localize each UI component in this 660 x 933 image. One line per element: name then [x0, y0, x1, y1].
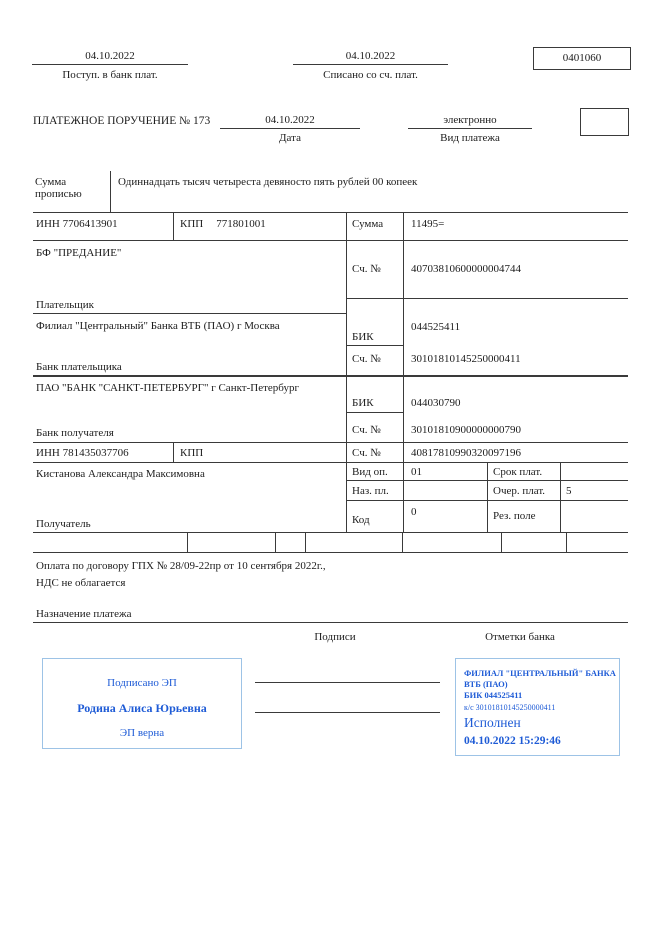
signature-line — [255, 712, 440, 713]
stamp-bank-line2: ВТБ (ПАО) — [464, 679, 508, 689]
payee-bank-account-value: 30101810900000000790 — [411, 424, 521, 436]
grid-line — [110, 171, 111, 212]
payment-kind-field — [408, 114, 532, 129]
code-label: Код — [352, 514, 370, 526]
signature-line — [255, 682, 440, 683]
code-value: 0 — [411, 506, 417, 518]
status-code-box — [580, 108, 629, 136]
grid-line — [487, 462, 488, 532]
payee-section-label: Получатель — [36, 518, 91, 530]
grid-line — [33, 240, 628, 241]
grid-line — [501, 532, 502, 552]
document-date: 04.10.2022 — [265, 114, 315, 126]
payee-bank-section-label: Банк получателя — [36, 427, 114, 439]
payee-bank-account-label: Сч. № — [352, 424, 381, 436]
grid-line — [33, 313, 346, 314]
payer-bank-bik-label: БИК — [352, 331, 374, 343]
grid-line — [566, 532, 567, 552]
esign-line3: ЭП верна — [119, 727, 165, 739]
payee-kpp: КПП — [180, 447, 204, 459]
esign-line1: Подписано ЭП — [107, 677, 177, 689]
purpose-section-label: Назначение платежа — [36, 608, 132, 620]
document-title: ПЛАТЕЖНОЕ ПОРУЧЕНИЕ № 173 — [33, 115, 211, 127]
grid-line — [402, 532, 403, 552]
payer-inn: ИНН 7706413901 — [36, 218, 118, 230]
payee-inn: ИНН 781435037706 — [36, 447, 129, 459]
payer-account-label: Сч. № — [352, 263, 381, 275]
priority-label: Очер. плат. — [493, 485, 546, 497]
grid-line — [33, 375, 628, 377]
payer-section-label: Плательщик — [36, 299, 94, 311]
form-code: 0401060 — [562, 52, 602, 64]
payer-bank-account-value: 30101810145250000411 — [411, 353, 521, 365]
payee-bank-bik-value: 044030790 — [411, 397, 461, 409]
bank-stamp-box — [455, 658, 620, 756]
purpose-line1: Оплата по договору ГПХ № 28/09-22пр от 10 сентября 2022г., — [36, 560, 326, 572]
stamp-bank-line1: ФИЛИАЛ "ЦЕНТРАЛЬНЫЙ" БАНКА — [464, 668, 616, 678]
grid-line — [33, 442, 628, 443]
debited-date: 04.10.2022 — [345, 50, 396, 62]
payer-bank-section-label: Банк плательщика — [36, 361, 122, 373]
grid-line — [33, 552, 628, 553]
op-type-label: Вид оп. — [352, 466, 388, 478]
grid-line — [173, 212, 174, 240]
grid-line — [187, 532, 188, 552]
purpose-line2: НДС не облагается — [36, 577, 126, 589]
grid-line — [346, 212, 347, 532]
payer-kpp: КПП 771801001 — [180, 218, 266, 230]
stamp-bik: БИК 044525411 — [464, 690, 523, 700]
payee-bank-name: ПАО "БАНК "САНКТ-ПЕТЕРБУРГ" г Санкт-Петербург — [36, 382, 299, 394]
stamp-datetime: 04.10.2022 15:29:46 — [464, 735, 561, 747]
amount-label: Сумма — [352, 218, 384, 230]
document-date-label: Дата — [279, 132, 301, 144]
payment-kind: электронно — [443, 114, 497, 126]
received-date-label: Поступ. в банк плат. — [62, 69, 158, 81]
grid-line — [305, 532, 306, 552]
form-code-box — [533, 47, 631, 70]
amount-value: 11495= — [411, 218, 445, 230]
esign-signer-name: Родина Алиса Юрьевна — [77, 701, 207, 715]
signatures-label: Подписи — [314, 631, 356, 643]
debited-date-field — [293, 50, 448, 65]
op-type-value: 01 — [411, 466, 422, 478]
payee-account-label: Сч. № — [352, 447, 381, 459]
grid-line — [403, 212, 404, 532]
received-date: 04.10.2022 — [85, 50, 135, 62]
grid-line — [33, 532, 628, 533]
grid-line — [33, 212, 628, 213]
grid-line — [275, 532, 276, 552]
payer-account-value: 40703810600000004744 — [411, 263, 521, 275]
document-date-field — [220, 114, 360, 129]
payer-bank-account-label: Сч. № — [352, 353, 381, 365]
payee-bank-bik-label: БИК — [352, 397, 374, 409]
grid-line — [346, 345, 403, 346]
payee-account-value: 40817810990320097196 — [411, 447, 521, 459]
payment-kind-label: Вид платежа — [440, 132, 500, 144]
payer-name: БФ "ПРЕДАНИЕ" — [36, 247, 122, 259]
reserve-label: Рез. поле — [493, 510, 536, 522]
payee-name: Кистанова Александра Максимовна — [36, 468, 205, 480]
grid-line — [346, 412, 403, 413]
stamp-corr-account: к/с 30101810145250000411 — [464, 703, 556, 712]
payer-bank-bik-value: 044525411 — [411, 321, 461, 333]
payer-bank-name: Филиал "Центральный" Банка ВТБ (ПАО) г Москва — [36, 320, 280, 332]
priority-value: 5 — [566, 485, 572, 497]
stamp-status: Исполнен — [464, 715, 521, 730]
grid-line — [33, 462, 628, 463]
bank-marks-label: Отметки банка — [485, 631, 555, 643]
pay-name-label: Наз. пл. — [352, 485, 389, 497]
amount-words-value: Одиннадцать тысяч четыреста девяносто пять рублей 00 копеек — [118, 176, 418, 188]
due-date-label: Срок плат. — [493, 466, 543, 478]
grid-line — [33, 622, 628, 623]
grid-line — [346, 298, 628, 299]
amount-words-label: Сумма прописью — [35, 176, 82, 200]
grid-line — [173, 442, 174, 462]
grid-line — [560, 462, 561, 532]
received-date-field — [32, 50, 188, 65]
esign-box — [42, 658, 242, 749]
debited-date-label: Списано со сч. плат. — [323, 69, 418, 81]
